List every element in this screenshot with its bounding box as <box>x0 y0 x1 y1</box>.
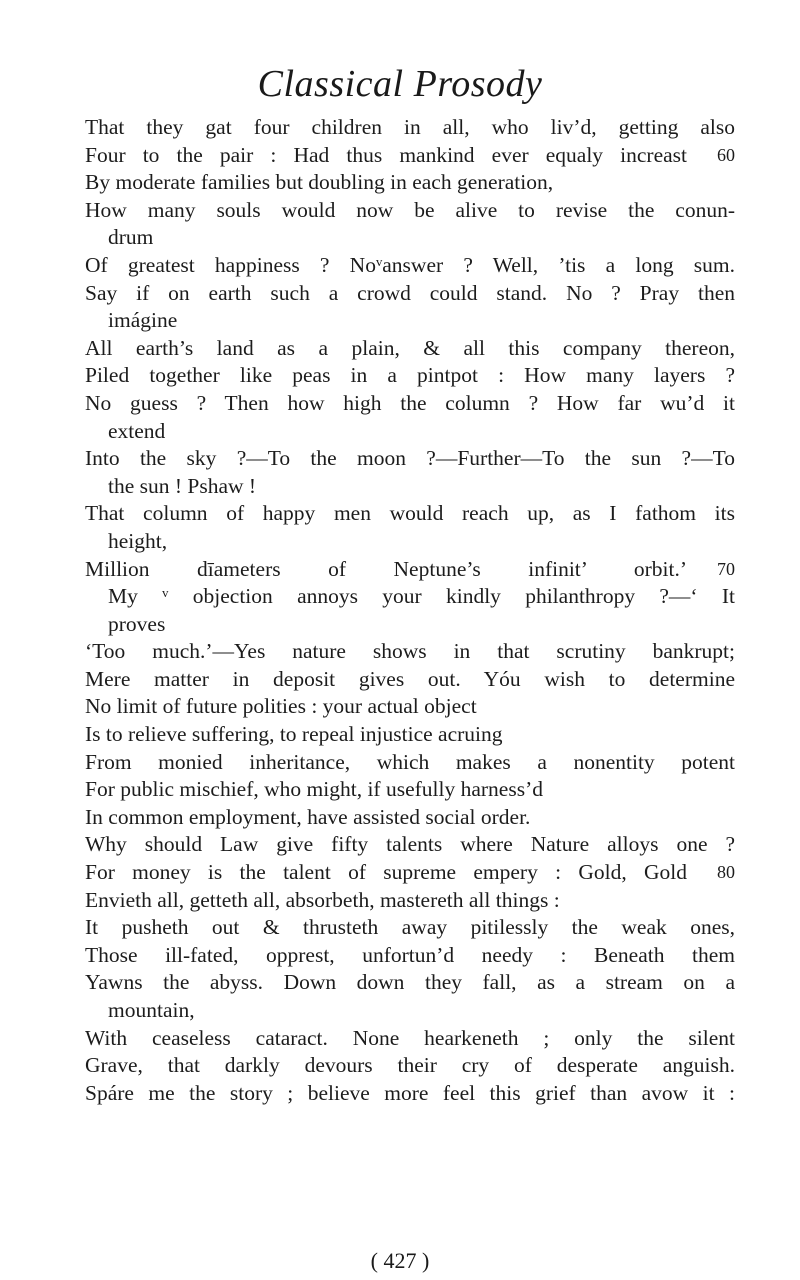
verse-line <box>85 556 735 584</box>
verse-line <box>85 804 735 832</box>
verse-text: Million dīameters of Neptune’s infinit’ orbit.’ <box>85 556 687 581</box>
verse-turnover-line <box>85 307 735 335</box>
verse-text: Piled together like peas in a pintpot : How many layers ? <box>85 363 735 388</box>
verse-text: Of greatest happiness ? Noᵛanswer ? Well, ’tis a long sum. <box>85 252 735 277</box>
verse-text: It pusheth out & thrusteth away pitilessly the weak ones, <box>85 915 735 940</box>
verse-text: Yawns the abyss. Down down they fall, as a stream on a <box>85 970 735 995</box>
verse-text: the sun ! Pshaw ! <box>108 473 257 498</box>
verse-line <box>85 1025 735 1053</box>
verse-text: Mere matter in deposit gives out. Yóu wish to determine <box>85 666 735 691</box>
verse-line <box>85 721 735 749</box>
verse-line <box>85 969 735 997</box>
verse-line <box>85 583 735 611</box>
line-number: 60 <box>717 144 735 165</box>
verse-text: How many souls would now be alive to revise the conun- <box>85 197 735 222</box>
verse-text: Those ill-fated, opprest, unfortun’d needy : Beneath them <box>85 942 735 967</box>
verse-line <box>85 280 735 308</box>
verse-line <box>85 887 735 915</box>
verse-text: My ᵛ objection annoys your kindly philanthropy ?—‘ It <box>108 584 735 609</box>
verse-text: In common employment, have assisted social order. <box>85 804 531 829</box>
verse-text: Envieth all, getteth all, absorbeth, mastereth all things : <box>85 887 560 912</box>
running-head: Classical Prosody <box>257 63 543 105</box>
verse-text: Four to the pair : Had thus mankind ever equaly increast <box>85 142 687 167</box>
verse-turnover-line <box>85 997 735 1025</box>
verse-text: drum <box>108 225 154 250</box>
verse-line <box>85 638 735 666</box>
verse-text: That they gat four children in all, who liv’d, getting also <box>85 115 735 139</box>
verse-text: No limit of future polities : your actual object <box>85 694 477 719</box>
verse-text: With ceaseless cataract. None hearkeneth ; only the silent <box>85 1025 735 1050</box>
verse-line <box>85 335 735 363</box>
verse-line <box>85 666 735 694</box>
verse-line <box>85 693 735 721</box>
verse-text: Grave, that darkly devours their cry of desperate anguish. <box>85 1053 735 1078</box>
verse-line <box>85 169 735 197</box>
page-number: ( 427 ) <box>370 1248 430 1273</box>
verse-text: All earth’s land as a plain, & all this company thereon, <box>85 335 735 360</box>
verse-line <box>85 390 735 418</box>
line-number: 70 <box>717 558 735 579</box>
verse-line <box>85 114 735 142</box>
verse-text: Into the sky ?—To the moon ?—Further—To the sun ?—To <box>85 446 735 471</box>
verse-text: Is to relieve suffering, to repeal injustice acruing <box>85 722 503 747</box>
verse-text: For money is the talent of supreme empery : Gold, Gold <box>85 860 687 885</box>
verse-text: extend <box>108 418 166 443</box>
verse-text: imágine <box>108 308 178 333</box>
verse-line <box>85 252 735 280</box>
verse-turnover-line <box>85 611 735 639</box>
line-number: 80 <box>717 862 735 883</box>
verse-text: That column of happy men would reach up, as I fathom its <box>85 501 735 526</box>
verse-text: No guess ? Then how high the column ? How far wu’d it <box>85 390 735 415</box>
verse-line <box>85 197 735 225</box>
verse-text: height, <box>108 528 168 553</box>
verse-text: For public mischief, who might, if usefully harness’d <box>85 777 543 802</box>
verse-turnover-line <box>85 528 735 556</box>
verse-line <box>85 914 735 942</box>
verse-line <box>85 749 735 777</box>
verse-line <box>85 1080 735 1108</box>
verse-line <box>85 500 735 528</box>
poem-body <box>85 114 735 1107</box>
verse-text: From monied inheritance, which makes a nonentity potent <box>85 749 735 774</box>
verse-line <box>85 859 735 887</box>
verse-text: Spáre me the story ; believe more feel this grief than avow it : <box>85 1080 735 1105</box>
verse-line <box>85 362 735 390</box>
verse-line <box>85 776 735 804</box>
verse-text: mountain, <box>108 998 195 1022</box>
verse-turnover-line <box>85 473 735 501</box>
verse-turnover-line <box>85 224 735 252</box>
verse-line <box>85 942 735 970</box>
verse-text: ‘Too much.’—Yes nature shows in that scrutiny bankrupt; <box>85 639 735 664</box>
verse-line <box>85 831 735 859</box>
verse-line <box>85 445 735 473</box>
verse-turnover-line <box>85 418 735 446</box>
verse-line <box>85 1052 735 1080</box>
verse-text: Say if on earth such a crowd could stand. No ? Pray then <box>85 280 735 305</box>
verse-text: proves <box>108 611 166 636</box>
verse-text: By moderate families but doubling in each generation, <box>85 170 554 195</box>
verse-text: Why should Law give fifty talents where Nature alloys one ? <box>85 832 735 857</box>
verse-line <box>85 142 735 170</box>
